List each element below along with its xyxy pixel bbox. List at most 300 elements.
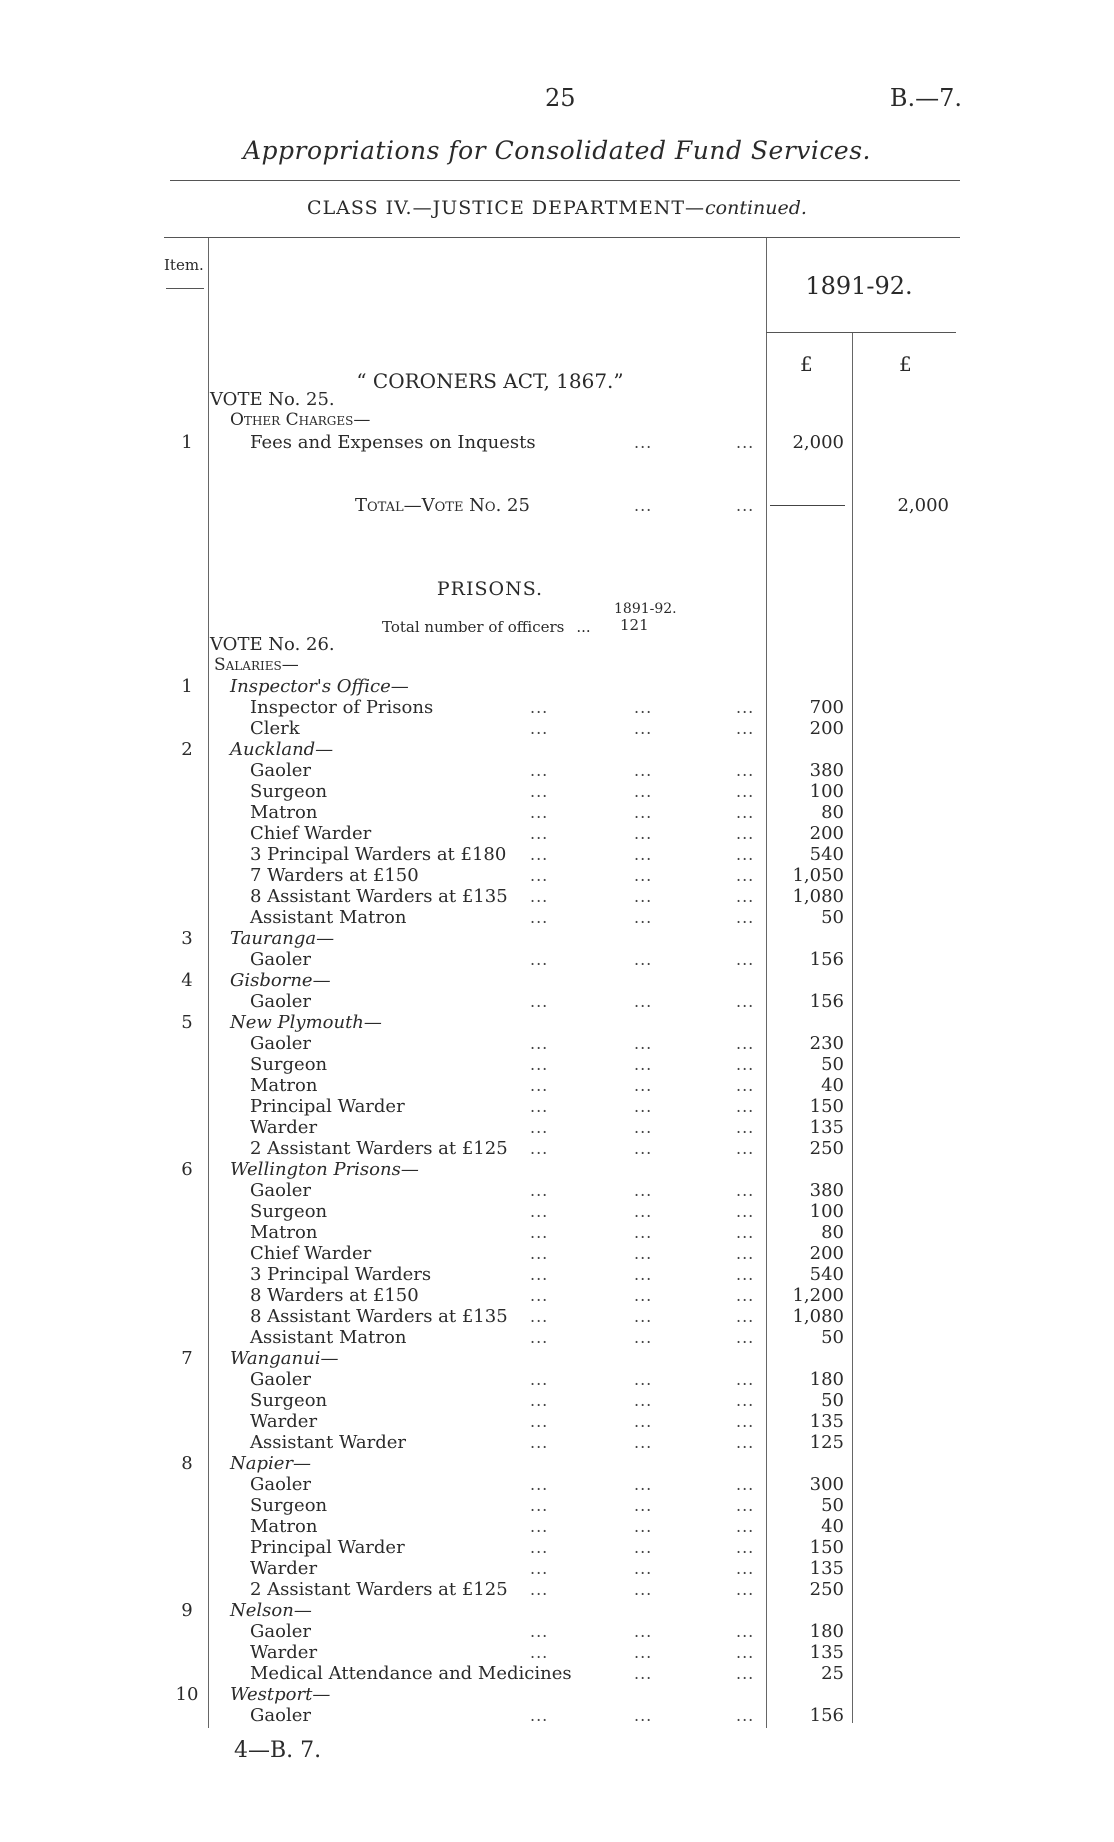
leader-dots: ... bbox=[634, 1076, 653, 1095]
salary-line-label: Matron bbox=[250, 1222, 318, 1243]
leader-dots: ... bbox=[634, 1580, 653, 1599]
prison-group-label: New Plymouth— bbox=[230, 1012, 382, 1033]
salary-line-row bbox=[0, 1264, 1114, 1285]
salary-line-label: Assistant Matron bbox=[250, 907, 407, 928]
leader-dots: ... bbox=[530, 1286, 549, 1305]
leader-dots: ... bbox=[634, 887, 653, 906]
leader-dots: ... bbox=[736, 1475, 755, 1494]
salary-line-label: Gaoler bbox=[250, 1621, 311, 1642]
leader-dots: ... bbox=[736, 1076, 755, 1095]
salary-line-label: Clerk bbox=[250, 718, 300, 739]
leader-dots: ... bbox=[634, 1118, 653, 1137]
leader-dots: ... bbox=[634, 1475, 653, 1494]
leader-dots: ... bbox=[736, 496, 755, 515]
leader-dots: ... bbox=[530, 719, 549, 738]
salary-amount: 50 bbox=[821, 1495, 844, 1516]
salary-line-row bbox=[0, 760, 1114, 781]
prisons-section-heading: Salaries— bbox=[214, 655, 299, 675]
salary-line-label: Principal Warder bbox=[250, 1537, 405, 1558]
salary-amount: 250 bbox=[809, 1138, 844, 1159]
page-title: Appropriations for Consolidated Fund Services. bbox=[242, 136, 871, 165]
leader-dots: ... bbox=[530, 1370, 549, 1389]
coroners-item-row bbox=[0, 432, 1114, 453]
leader-dots: ... bbox=[530, 845, 549, 864]
salary-line-row bbox=[0, 1243, 1114, 1264]
leader-dots: ... bbox=[634, 1664, 653, 1683]
leader-dots: ... bbox=[736, 1244, 755, 1263]
prison-group-label: Wanganui— bbox=[230, 1348, 339, 1369]
prison-group-row bbox=[0, 1159, 1114, 1180]
leader-dots: ... bbox=[736, 1622, 755, 1641]
salary-amount: 156 bbox=[809, 991, 844, 1012]
leader-dots: ... bbox=[530, 1475, 549, 1494]
page-number: 25 bbox=[545, 84, 576, 112]
leader-dots: ... bbox=[530, 992, 549, 1011]
salary-line-row bbox=[0, 1663, 1114, 1684]
salary-line-row bbox=[0, 1516, 1114, 1537]
salary-line-row bbox=[0, 907, 1114, 928]
salary-line-row bbox=[0, 1474, 1114, 1495]
coroners-total-amount: 2,000 bbox=[897, 495, 949, 516]
salary-line-label: 8 Warders at £150 bbox=[250, 1285, 419, 1306]
salary-line-label: Warder bbox=[250, 1117, 318, 1138]
prison-group-row bbox=[0, 1348, 1114, 1369]
salary-amount: 100 bbox=[809, 1201, 844, 1222]
leader-dots: ... bbox=[736, 1202, 755, 1221]
salary-line-row bbox=[0, 1369, 1114, 1390]
coroners-item-amount: 2,000 bbox=[792, 432, 844, 453]
leader-dots: ... bbox=[634, 1622, 653, 1641]
prison-group-row bbox=[0, 1684, 1114, 1705]
leader-dots: ... bbox=[634, 1391, 653, 1410]
salary-line-label: Inspector of Prisons bbox=[250, 697, 434, 718]
document-reference: B.—7. bbox=[889, 84, 962, 112]
salary-line-label: 2 Assistant Warders at £125 bbox=[250, 1138, 508, 1159]
leader-dots: ... bbox=[736, 887, 755, 906]
salary-line-row bbox=[0, 1306, 1114, 1327]
leader-dots: ... bbox=[530, 1328, 549, 1347]
leader-dots: ... bbox=[634, 908, 653, 927]
salary-amount: 180 bbox=[809, 1621, 844, 1642]
salary-line-row bbox=[0, 1033, 1114, 1054]
leader-dots: ... bbox=[530, 908, 549, 927]
salary-line-row bbox=[0, 1558, 1114, 1579]
salary-line-row bbox=[0, 697, 1114, 718]
salary-amount: 135 bbox=[809, 1117, 844, 1138]
title-rule bbox=[170, 180, 960, 181]
prison-group-label: Napier— bbox=[230, 1453, 312, 1474]
salary-amount: 200 bbox=[809, 718, 844, 739]
salary-line-row bbox=[0, 781, 1114, 802]
item-number: 1 bbox=[181, 676, 193, 697]
leader-dots: ... bbox=[736, 992, 755, 1011]
prisons-heading: PRISONS. bbox=[436, 578, 544, 600]
salary-amount: 1,050 bbox=[792, 865, 844, 886]
salary-line-label: Gaoler bbox=[250, 760, 311, 781]
coroners-total-row bbox=[0, 495, 1114, 516]
coroners-item-label: Fees and Expenses on Inquests bbox=[250, 432, 536, 453]
leader-dots: ... bbox=[530, 1538, 549, 1557]
salary-amount: 150 bbox=[809, 1537, 844, 1558]
salary-amount: 156 bbox=[809, 949, 844, 970]
leader-dots: ... bbox=[736, 803, 755, 822]
currency-symbol-totals: £ bbox=[899, 352, 912, 376]
prisons-vote: VOTE No. 26. bbox=[210, 634, 335, 655]
prison-group-label: Tauranga— bbox=[230, 928, 335, 949]
salary-line-label: Assistant Warder bbox=[250, 1432, 407, 1453]
salary-amount: 700 bbox=[809, 697, 844, 718]
leader-dots: ... bbox=[634, 992, 653, 1011]
leader-dots: ... bbox=[634, 761, 653, 780]
salary-line-row bbox=[0, 1411, 1114, 1432]
leader-dots: ... bbox=[530, 1580, 549, 1599]
table-top-rule bbox=[164, 237, 960, 238]
prison-group-row bbox=[0, 928, 1114, 949]
leader-dots: ... bbox=[634, 824, 653, 843]
prison-group-label: Nelson— bbox=[230, 1600, 312, 1621]
salary-line-label: 8 Assistant Warders at £135 bbox=[250, 886, 508, 907]
leader-dots: ... bbox=[634, 719, 653, 738]
leader-dots: ... bbox=[736, 1517, 755, 1536]
salary-amount: 125 bbox=[809, 1432, 844, 1453]
item-header-underline bbox=[166, 288, 204, 289]
salary-amount: 40 bbox=[821, 1516, 844, 1537]
leader-dots: ... bbox=[634, 1412, 653, 1431]
leader-dots: ... bbox=[634, 1286, 653, 1305]
item-number: 1 bbox=[181, 432, 193, 453]
salary-line-label: Surgeon bbox=[250, 1390, 328, 1411]
leader-dots: ... bbox=[634, 950, 653, 969]
salary-line-label: 3 Principal Warders bbox=[250, 1264, 432, 1285]
salary-line-row bbox=[0, 1579, 1114, 1600]
salary-line-label: Gaoler bbox=[250, 1705, 311, 1726]
salary-amount: 250 bbox=[809, 1579, 844, 1600]
leader-dots: ... bbox=[736, 1664, 755, 1683]
leader-dots: ... bbox=[736, 1055, 755, 1074]
salary-amount: 1,080 bbox=[792, 886, 844, 907]
leader-dots: ... bbox=[530, 1496, 549, 1515]
salary-line-row bbox=[0, 1138, 1114, 1159]
leader-dots: ... bbox=[736, 845, 755, 864]
leader-dots: ... bbox=[530, 1643, 549, 1662]
leader-dots: ... bbox=[634, 1223, 653, 1242]
salary-amount: 1,080 bbox=[792, 1306, 844, 1327]
salary-line-label: Chief Warder bbox=[250, 1243, 372, 1264]
salary-line-label: Warder bbox=[250, 1642, 318, 1663]
salary-line-label: Medical Attendance and Medicines bbox=[250, 1663, 572, 1684]
leader-dots: ... bbox=[736, 908, 755, 927]
leader-dots: ... bbox=[634, 1517, 653, 1536]
salary-line-label: 8 Assistant Warders at £135 bbox=[250, 1306, 508, 1327]
salary-line-label: Surgeon bbox=[250, 781, 328, 802]
leader-dots: ... bbox=[530, 1265, 549, 1284]
leader-dots: ... bbox=[530, 1034, 549, 1053]
salary-amount: 300 bbox=[809, 1474, 844, 1495]
leader-dots: ... bbox=[736, 1433, 755, 1452]
salary-line-row bbox=[0, 1201, 1114, 1222]
salary-line-label: Principal Warder bbox=[250, 1096, 405, 1117]
leader-dots: ... bbox=[530, 887, 549, 906]
salary-amount: 380 bbox=[809, 760, 844, 781]
coroners-act-heading: “ CORONERS ACT, 1867.” bbox=[356, 369, 624, 393]
leader-dots: ... bbox=[634, 866, 653, 885]
salary-amount: 200 bbox=[809, 1243, 844, 1264]
salary-line-row bbox=[0, 1621, 1114, 1642]
salary-amount: 150 bbox=[809, 1096, 844, 1117]
leader-dots: ... bbox=[576, 618, 591, 636]
salary-line-row bbox=[0, 1432, 1114, 1453]
prison-group-row bbox=[0, 676, 1114, 697]
prison-group-row bbox=[0, 1600, 1114, 1621]
leader-dots: ... bbox=[634, 782, 653, 801]
item-number: 6 bbox=[181, 1159, 193, 1180]
salary-amount: 40 bbox=[821, 1075, 844, 1096]
leader-dots: ... bbox=[530, 950, 549, 969]
salary-line-label: Warder bbox=[250, 1411, 318, 1432]
prison-group-label: Wellington Prisons— bbox=[230, 1159, 419, 1180]
salary-line-label: Gaoler bbox=[250, 1033, 311, 1054]
prison-group-row bbox=[0, 739, 1114, 760]
leader-dots: ... bbox=[530, 1307, 549, 1326]
salary-line-row bbox=[0, 886, 1114, 907]
coroners-total-label: Total—Vote No. 25 bbox=[355, 495, 530, 516]
salary-amount: 80 bbox=[821, 802, 844, 823]
officers-year: 1891-92. bbox=[614, 601, 677, 617]
salary-line-label: Gaoler bbox=[250, 1474, 311, 1495]
class-heading bbox=[0, 197, 1114, 219]
leader-dots: ... bbox=[634, 1139, 653, 1158]
leader-dots: ... bbox=[736, 1265, 755, 1284]
leader-dots: ... bbox=[736, 1223, 755, 1242]
salary-line-row bbox=[0, 718, 1114, 739]
leader-dots: ... bbox=[634, 1244, 653, 1263]
salary-line-label: Matron bbox=[250, 1516, 318, 1537]
coroners-section-heading: Other Charges— bbox=[230, 410, 371, 430]
salary-line-row bbox=[0, 1075, 1114, 1096]
prison-group-label: Inspector's Office— bbox=[230, 676, 409, 697]
leader-dots: ... bbox=[736, 1034, 755, 1053]
coroners-section-row bbox=[0, 410, 1114, 431]
salary-line-row bbox=[0, 823, 1114, 844]
class-heading-text: CLASS IV.—JUSTICE DEPARTMENT— bbox=[307, 197, 705, 219]
leader-dots: ... bbox=[634, 1034, 653, 1053]
leader-dots: ... bbox=[530, 1706, 549, 1725]
salary-line-row bbox=[0, 1117, 1114, 1138]
salary-amount: 230 bbox=[809, 1033, 844, 1054]
leader-dots: ... bbox=[736, 1328, 755, 1347]
leader-dots: ... bbox=[736, 1559, 755, 1578]
leader-dots: ... bbox=[634, 698, 653, 717]
leader-dots: ... bbox=[736, 1496, 755, 1515]
leader-dots: ... bbox=[634, 1265, 653, 1284]
prison-group-row bbox=[0, 1453, 1114, 1474]
leader-dots: ... bbox=[530, 1055, 549, 1074]
salary-line-label: Gaoler bbox=[250, 991, 311, 1012]
leader-dots: ... bbox=[530, 1139, 549, 1158]
leader-dots: ... bbox=[736, 1139, 755, 1158]
leader-dots: ... bbox=[634, 845, 653, 864]
leader-dots: ... bbox=[634, 433, 653, 452]
leader-dots: ... bbox=[530, 1622, 549, 1641]
leader-dots: ... bbox=[530, 803, 549, 822]
leader-dots: ... bbox=[736, 1118, 755, 1137]
currency-symbol-items: £ bbox=[800, 352, 813, 376]
leader-dots: ... bbox=[736, 824, 755, 843]
leader-dots: ... bbox=[634, 496, 653, 515]
leader-dots: ... bbox=[736, 1538, 755, 1557]
salary-amount: 50 bbox=[821, 1054, 844, 1075]
year-column-header: 1891-92. bbox=[805, 272, 913, 300]
leader-dots: ... bbox=[530, 1118, 549, 1137]
salary-line-row bbox=[0, 1705, 1114, 1726]
salary-amount: 135 bbox=[809, 1558, 844, 1579]
prison-group-row bbox=[0, 970, 1114, 991]
leader-dots: ... bbox=[634, 1706, 653, 1725]
leader-dots: ... bbox=[736, 782, 755, 801]
coroners-vote-row bbox=[0, 389, 1114, 410]
salary-line-row bbox=[0, 802, 1114, 823]
prison-group-row bbox=[0, 1012, 1114, 1033]
prisons-vote-row bbox=[0, 634, 1114, 655]
salary-amount: 135 bbox=[809, 1411, 844, 1432]
salary-line-row bbox=[0, 844, 1114, 865]
leader-dots: ... bbox=[530, 1223, 549, 1242]
officers-value: 121 bbox=[620, 616, 649, 634]
salary-line-row bbox=[0, 1285, 1114, 1306]
salary-amount: 540 bbox=[809, 844, 844, 865]
salary-line-label: Warder bbox=[250, 1558, 318, 1579]
prisons-section-row bbox=[0, 655, 1114, 676]
salary-amount: 156 bbox=[809, 1705, 844, 1726]
salary-line-row bbox=[0, 1537, 1114, 1558]
item-column-header: Item. bbox=[164, 256, 204, 274]
leader-dots: ... bbox=[530, 1517, 549, 1536]
leader-dots: ... bbox=[634, 1202, 653, 1221]
salary-line-row bbox=[0, 1642, 1114, 1663]
leader-dots: ... bbox=[530, 1244, 549, 1263]
leader-dots: ... bbox=[530, 1391, 549, 1410]
leader-dots: ... bbox=[634, 1643, 653, 1662]
salary-line-row bbox=[0, 1327, 1114, 1348]
salary-amount: 50 bbox=[821, 1327, 844, 1348]
salary-amount: 50 bbox=[821, 907, 844, 928]
salary-line-label: Surgeon bbox=[250, 1495, 328, 1516]
salary-line-label: 7 Warders at £150 bbox=[250, 865, 419, 886]
leader-dots: ... bbox=[634, 1055, 653, 1074]
salary-amount: 25 bbox=[821, 1663, 844, 1684]
salary-line-row bbox=[0, 949, 1114, 970]
leader-dots: ... bbox=[736, 1706, 755, 1725]
salary-amount: 380 bbox=[809, 1180, 844, 1201]
leader-dots: ... bbox=[634, 1370, 653, 1389]
prison-group-label: Gisborne— bbox=[230, 970, 331, 991]
item-number: 2 bbox=[181, 739, 193, 760]
salary-amount: 135 bbox=[809, 1642, 844, 1663]
leader-dots: ... bbox=[530, 1559, 549, 1578]
item-number: 7 bbox=[181, 1348, 193, 1369]
item-number: 4 bbox=[181, 970, 193, 991]
leader-dots: ... bbox=[736, 1097, 755, 1116]
leader-dots: ... bbox=[530, 1076, 549, 1095]
leader-dots: ... bbox=[736, 866, 755, 885]
salary-line-row bbox=[0, 1222, 1114, 1243]
leader-dots: ... bbox=[634, 803, 653, 822]
leader-dots: ... bbox=[736, 1286, 755, 1305]
salary-line-row bbox=[0, 1495, 1114, 1516]
salary-line-label: Chief Warder bbox=[250, 823, 372, 844]
salary-amount: 100 bbox=[809, 781, 844, 802]
leader-dots: ... bbox=[530, 1181, 549, 1200]
leader-dots: ... bbox=[736, 950, 755, 969]
salary-amount: 540 bbox=[809, 1264, 844, 1285]
item-number: 3 bbox=[181, 928, 193, 949]
item-number: 8 bbox=[181, 1453, 193, 1474]
leader-dots: ... bbox=[736, 433, 755, 452]
leader-dots: ... bbox=[736, 1643, 755, 1662]
officers-label-text: Total number of officers bbox=[382, 618, 565, 636]
leader-dots: ... bbox=[736, 1391, 755, 1410]
leader-dots: ... bbox=[530, 1433, 549, 1452]
leader-dots: ... bbox=[736, 1412, 755, 1431]
subtotal-rule bbox=[770, 505, 845, 506]
leader-dots: ... bbox=[530, 1202, 549, 1221]
salary-line-label: 3 Principal Warders at £180 bbox=[250, 844, 507, 865]
salary-line-row bbox=[0, 991, 1114, 1012]
salary-amount: 1,200 bbox=[792, 1285, 844, 1306]
leader-dots: ... bbox=[634, 1496, 653, 1515]
salary-amount: 200 bbox=[809, 823, 844, 844]
leader-dots: ... bbox=[634, 1559, 653, 1578]
leader-dots: ... bbox=[530, 824, 549, 843]
leader-dots: ... bbox=[634, 1307, 653, 1326]
leader-dots: ... bbox=[530, 1097, 549, 1116]
salary-amount: 50 bbox=[821, 1390, 844, 1411]
salary-line-label: Surgeon bbox=[250, 1054, 328, 1075]
leader-dots: ... bbox=[634, 1181, 653, 1200]
salary-line-row bbox=[0, 1390, 1114, 1411]
salary-line-label: Assistant Matron bbox=[250, 1327, 407, 1348]
item-number: 10 bbox=[175, 1684, 199, 1705]
leader-dots: ... bbox=[736, 1181, 755, 1200]
salary-amount: 80 bbox=[821, 1222, 844, 1243]
leader-dots: ... bbox=[530, 1412, 549, 1431]
salary-line-row bbox=[0, 1180, 1114, 1201]
leader-dots: ... bbox=[736, 719, 755, 738]
item-number: 5 bbox=[181, 1012, 193, 1033]
salary-line-label: Gaoler bbox=[250, 1180, 311, 1201]
salary-line-label: Gaoler bbox=[250, 1369, 311, 1390]
leader-dots: ... bbox=[634, 1097, 653, 1116]
salary-line-label: Surgeon bbox=[250, 1201, 328, 1222]
salary-line-label: Matron bbox=[250, 1075, 318, 1096]
prison-group-label: Westport— bbox=[230, 1684, 331, 1705]
prison-group-label: Auckland— bbox=[230, 739, 334, 760]
salary-line-row bbox=[0, 1054, 1114, 1075]
leader-dots: ... bbox=[530, 782, 549, 801]
salary-line-row bbox=[0, 1096, 1114, 1117]
leader-dots: ... bbox=[634, 1328, 653, 1347]
signature-mark: 4—B. 7. bbox=[234, 1738, 322, 1763]
leader-dots: ... bbox=[736, 1370, 755, 1389]
leader-dots: ... bbox=[736, 1580, 755, 1599]
leader-dots: ... bbox=[530, 698, 549, 717]
leader-dots: ... bbox=[530, 761, 549, 780]
leader-dots: ... bbox=[530, 866, 549, 885]
year-header-rule bbox=[766, 332, 956, 333]
leader-dots: ... bbox=[634, 1538, 653, 1557]
salary-line-row bbox=[0, 865, 1114, 886]
leader-dots: ... bbox=[634, 1433, 653, 1452]
